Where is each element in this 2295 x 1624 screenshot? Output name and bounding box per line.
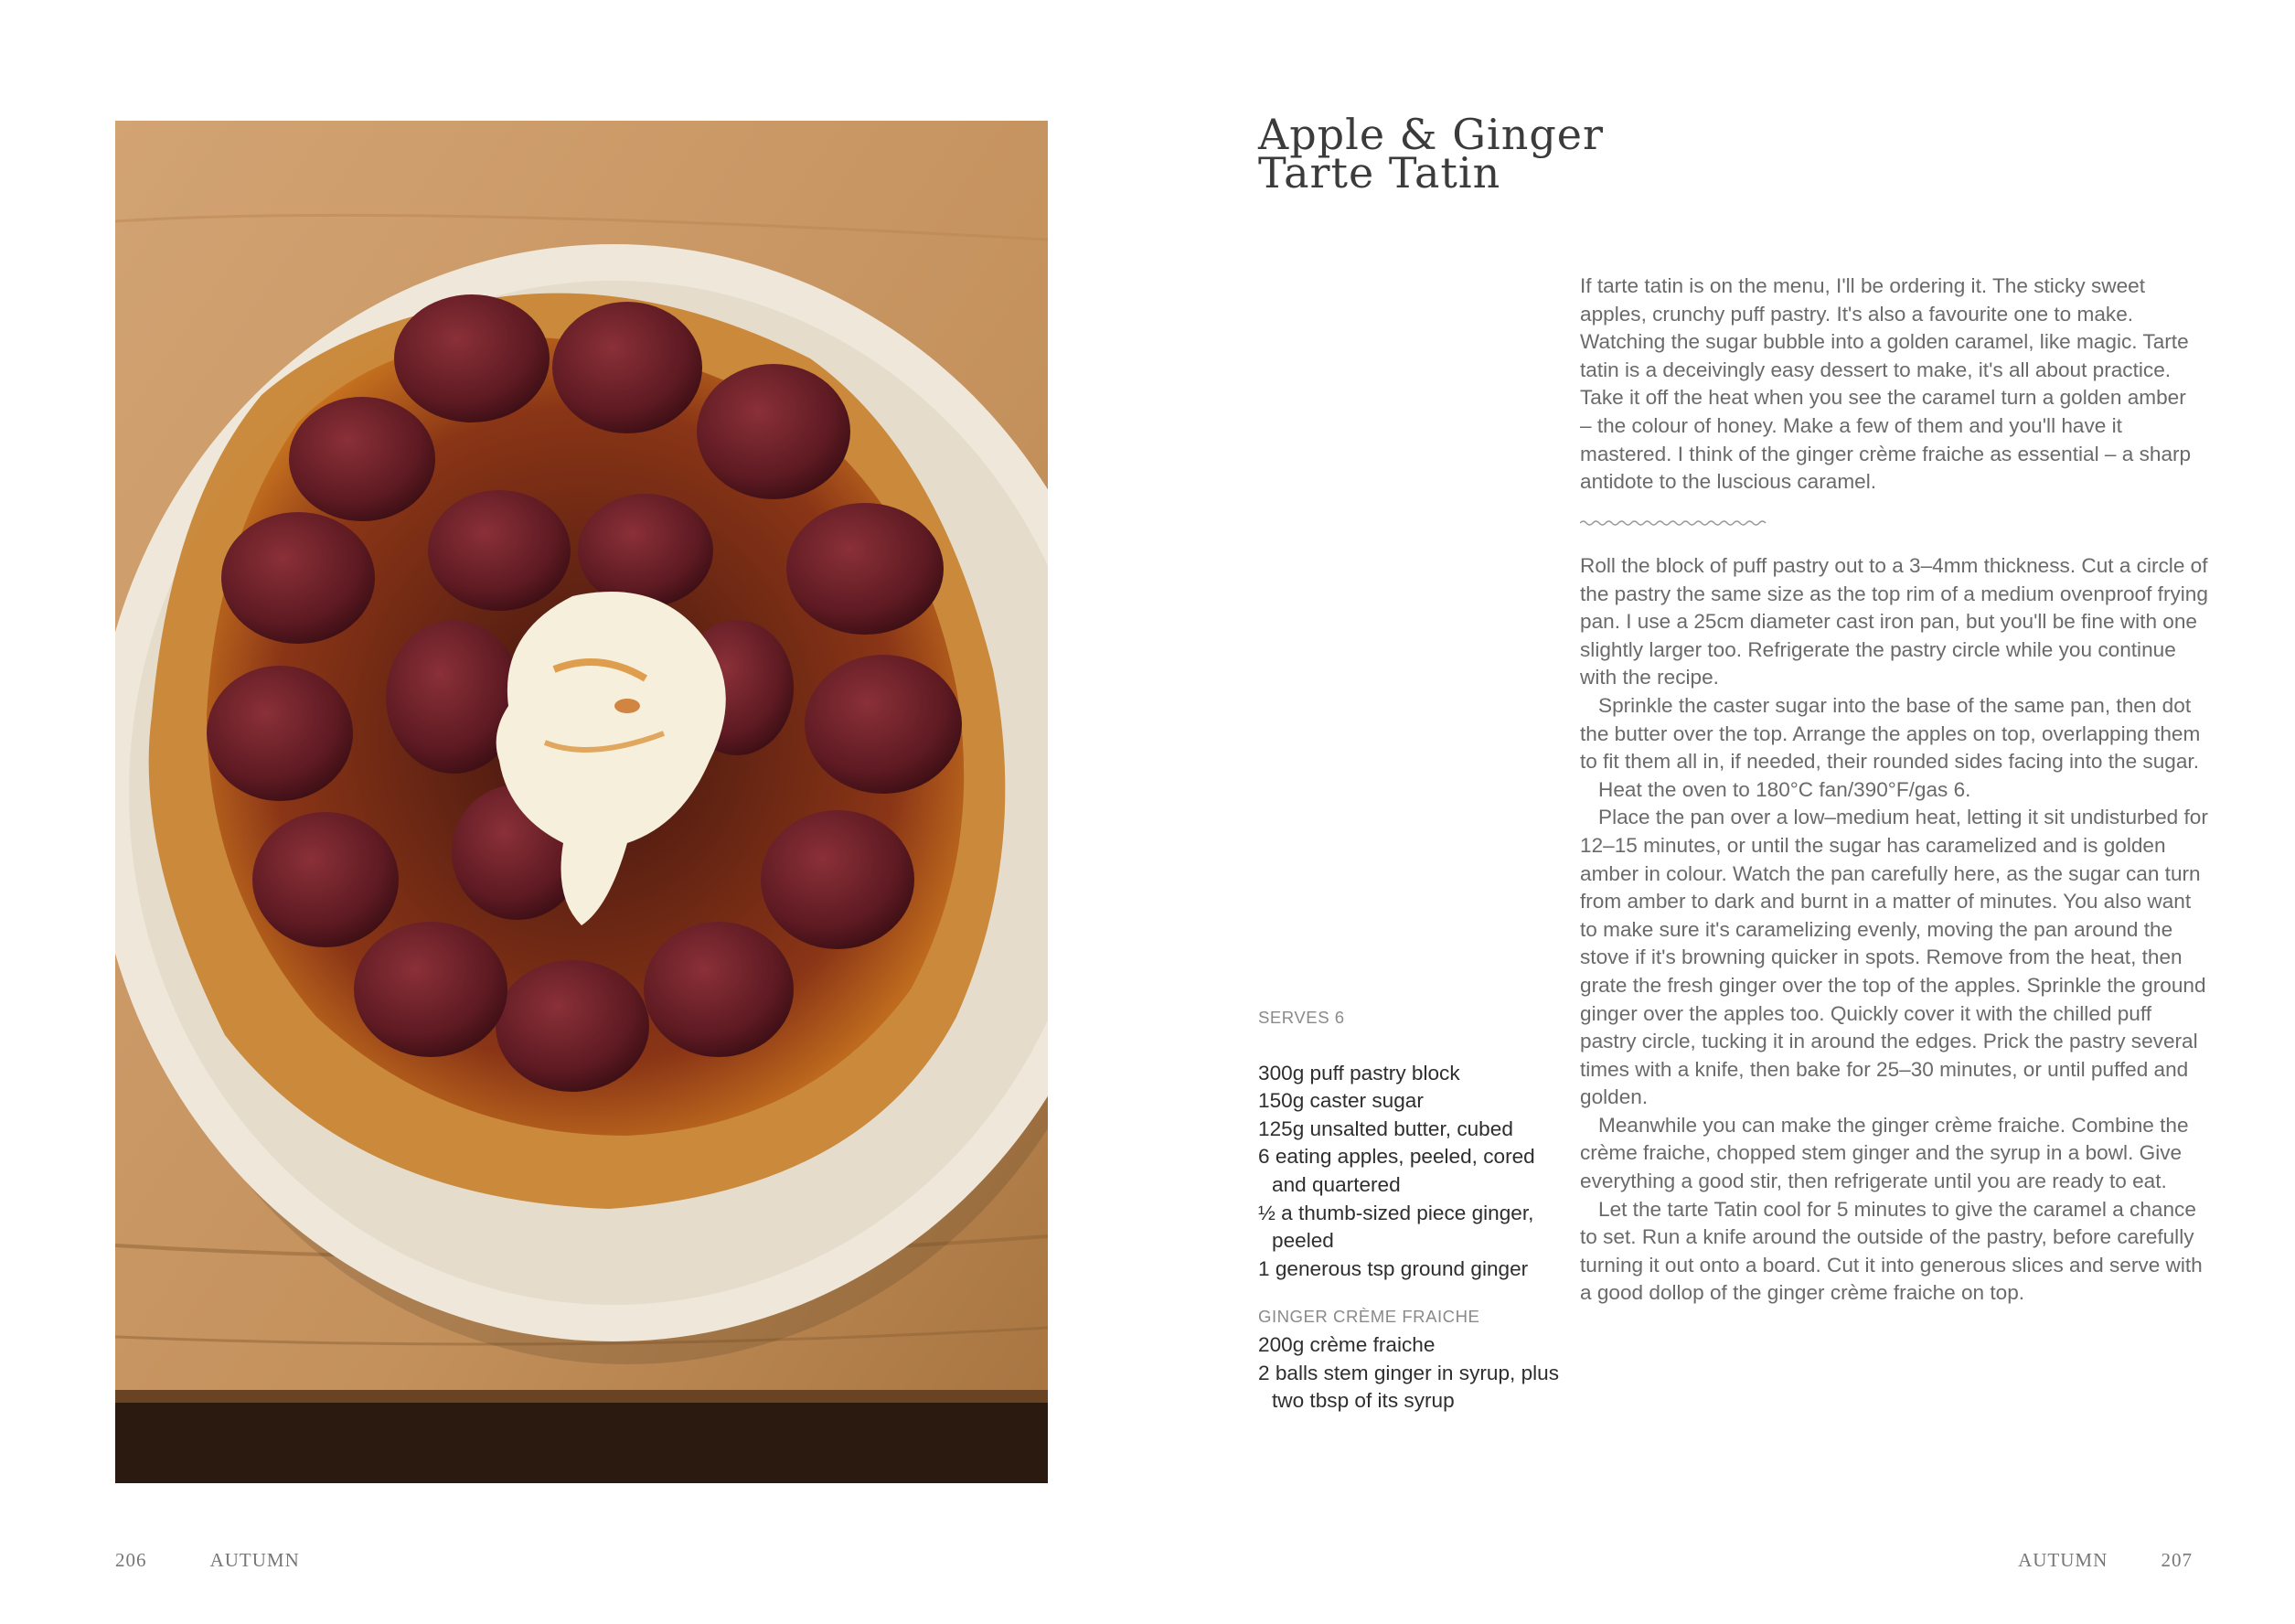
recipe-title (1258, 110, 1604, 198)
method-step: Sprinkle the caster sugar into the base of the same pan, then dot the butter over the top. Arrange the apples on top, overlapping them to fit them all in, if needed, their rounded sides facing into the sugar. (1580, 693, 2201, 774)
ingredient-item: 6 eating apples, peeled, cored and quartered (1258, 1145, 1535, 1196)
page-number-left: 206 (115, 1549, 147, 1571)
section-name-left: AUTUMN (209, 1549, 300, 1571)
method-step: Heat the oven to 180°C fan/390°F/gas 6. (1598, 777, 1971, 801)
ingredient-item: 300g puff pastry block (1258, 1061, 1460, 1084)
ingredients-panel (1258, 1004, 1560, 1416)
recipe-title-line-1: Apple & Ginger (1258, 110, 1604, 159)
ingredient-item: ½ a thumb-sized piece ginger, peeled (1258, 1201, 1534, 1253)
wavy-divider (1580, 518, 1768, 529)
serves-label: SERVES 6 (1258, 1008, 1345, 1027)
ingredient-list (1258, 1060, 1560, 1284)
ingredient-item: 1 generous tsp ground ginger (1258, 1256, 1529, 1280)
tarte-tatin-illustration (115, 121, 1048, 1483)
footer-left (115, 1549, 358, 1572)
footer-right (1970, 1549, 2193, 1572)
method-step: Meanwhile you can make the ginger crème fraiche. Combine the crème fraiche, chopped stem ginger and the syrup in a bowl. Give everything a good stir, then refrigerate until you are ready to eat. (1580, 1113, 2189, 1193)
tarte-tatin-photo (115, 121, 1048, 1483)
creme-fraiche-list (1258, 1331, 1560, 1416)
section-name-right: AUTUMN (2018, 1549, 2108, 1571)
creme-fraiche-heading: GINGER CRÈME FRAICHE (1258, 1307, 1480, 1327)
page-number-right: 207 (2161, 1549, 2193, 1571)
method-step: Roll the block of puff pastry out to a 3–4mm thickness. Cut a circle of the pastry the same size as the top rim of a medium ovenproof frying pan. I use a 25cm diameter cast iron pan, but you'll be fine with one slightly larger too. Refrigerate the pastry circle while you continue with the recipe. (1580, 554, 2208, 689)
ingredient-item: 150g caster sugar (1258, 1089, 1424, 1113)
recipe-intro: If tarte tatin is on the menu, I'll be ordering it. The sticky sweet apples, crunchy puff pastry. It's also a favourite one to make. Watching the sugar bubble into a golden caramel, like magic. Tarte tatin is a deceivingly easy dessert to make, it's all about practice. Take it off the heat when you see the caramel turn a golden amber – the colour of honey. Make a few of them and you'll have it mastered. I think of the ginger crème fraiche as essential – a sharp antidote to the luscious caramel. (1580, 274, 2192, 494)
method-steps (1580, 552, 2211, 1308)
ingredient-item: 2 balls stem ginger in syrup, plus two tbsp of its syrup (1258, 1361, 1560, 1413)
ingredient-item: 125g unsalted butter, cubed (1258, 1116, 1513, 1140)
method-step: Let the tarte Tatin cool for 5 minutes to give the caramel a chance to set. Run a knife around the outside of the pastry, before carefully turning it out onto a board. Cut it into generous slices and serve with a good dollop of the ginger crème fraiche on top. (1580, 1197, 2203, 1305)
ingredient-item: 200g crème fraiche (1258, 1332, 1436, 1356)
recipe-title-line-2: Tarte Tatin (1258, 148, 1501, 198)
method-step: Place the pan over a low–medium heat, letting it sit undisturbed for 12–15 minutes, or until the sugar has caramelized and is golden amber in colour. Watch the pan carefully here, as the sugar can turn from amber to dark and burnt in a matter of minutes. You also want to make sure it's caramelizing evenly, moving the pan around the stove if it's browning quicker in spots. Remove from the heat, then grate the fresh ginger over the top of the apples. Sprinkle the ground ginger over the apples too. Quickly cover it with the chilled puff pastry circle, tucking it in around the edges. Prick the pastry several times with a knife, then bake for 25–30 minutes, or until puffed and golden. (1580, 806, 2208, 1109)
